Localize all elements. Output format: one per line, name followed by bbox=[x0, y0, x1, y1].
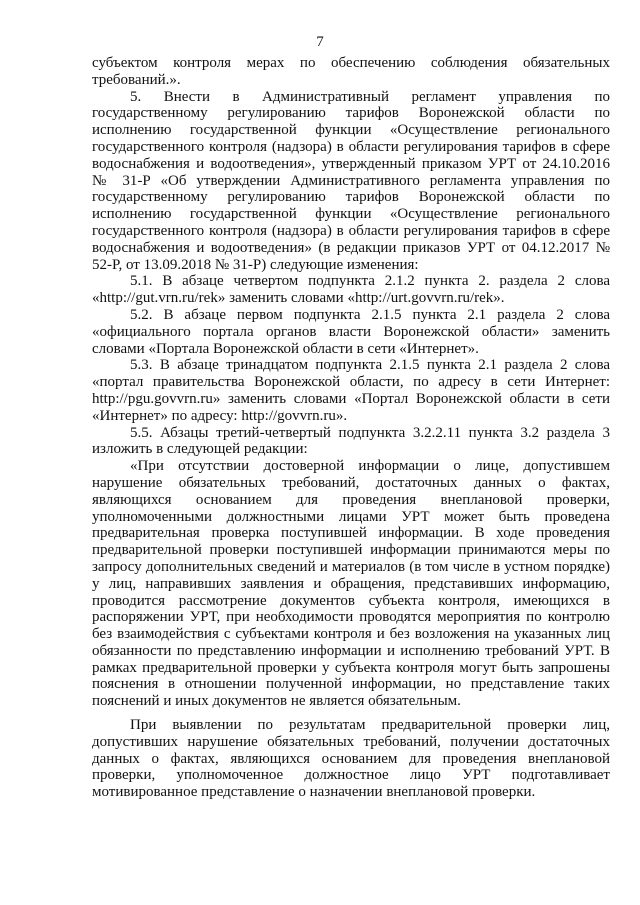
paragraph-item-5-1: 5.1. В абзаце четвертом подпункта 2.1.2 пункта 2. раздела 2 слова «http://gut.vrn.ru/rek» заменить словами «http://urt.govvrn.ru/rek». bbox=[92, 273, 610, 307]
paragraph-followup: При выявлении по результатам предварительной проверки лиц, допустивших нарушение обязательных требований, получении достаточных данных о фактах, являющихся основанием для проведения внеплановой проверки, уполномоченное должностное лицо УРТ подготавливает мотивированное представление о назначении внеплановой проверки. bbox=[92, 717, 610, 801]
document-body bbox=[92, 55, 610, 801]
paragraph-continuation: субъектом контроля мерах по обеспечению соблюдения обязательных требований.». bbox=[92, 55, 610, 88]
paragraph-item-5-3: 5.3. В абзаце тринадцатом подпункта 2.1.5 пункта 2.1 раздела 2 слова «портал правительства Воронежской области, по адресу в сети Интернет: http://pgu.govvrn.ru» заменить словами «Портал Воронежской области в сети «Интернет» по адресу: http://govvrn.ru». bbox=[92, 357, 610, 424]
paragraph-item-5: 5. Внести в Административный регламент управления по государственному регулированию тарифов Воронежской области по исполнению государственной функции «Осуществление регионального государственного контроля (надзора) в области регулирования тарифов в сфере водоснабжения и водоотведения», утвержденный приказом УРТ от 24.10.2016 № 31-Р «Об утверждении Административного регламента управления по государственному регулированию тарифов Воронежской области по исполнению государственной функции «Осуществление регионального государственного контроля (надзора) в области регулирования тарифов в сфере водоснабжения и водоотведения» (в редакции приказов УРТ от 04.12.2017 № 52-Р, от 13.09.2018 № 31-Р) следующие изменения: bbox=[92, 88, 610, 273]
page-number: 7 bbox=[316, 34, 324, 50]
paragraph-item-5-5: 5.5. Абзацы третий-четвертый подпункта 3.2.2.11 пункта 3.2 раздела 3 изложить в следующей редакции: bbox=[92, 424, 610, 458]
paragraph-item-5-2: 5.2. В абзаце первом подпункта 2.1.5 пункта 2.1 раздела 2 слова «официального портала органов власти Воронежской области» заменить словами «Портала Воронежской области в сети «Интернет». bbox=[92, 306, 610, 357]
paragraph-quoted-text: «При отсутствии достоверной информации о лице, допустившем нарушение обязательных требований, достаточных данных о фактах, являющихся основанием для проведения внеплановой проверки, уполномоченными должностными лицами УРТ может быть проведена предварительная проверка поступившей информации. В ходе проведения предварительной проверки поступившей информации принимаются меры по запросу дополнительных сведений и материалов (в том числе в устном порядке) у лиц, направивших заявления и обращения, представивших информацию, проводится рассмотрение документов субъекта контроля, имеющихся в распоряжении УРТ, при необходимости проводятся мероприятия по контролю без взаимодействия с субъектами контроля и без возложения на указанных лиц обязанности по представлению информации и исполнению требований УРТ. В рамках предварительной проверки у субъекта контроля могут быть запрошены пояснения в отношении полученной информации, но представление таких пояснений и иных документов не является обязательным. bbox=[92, 458, 610, 710]
